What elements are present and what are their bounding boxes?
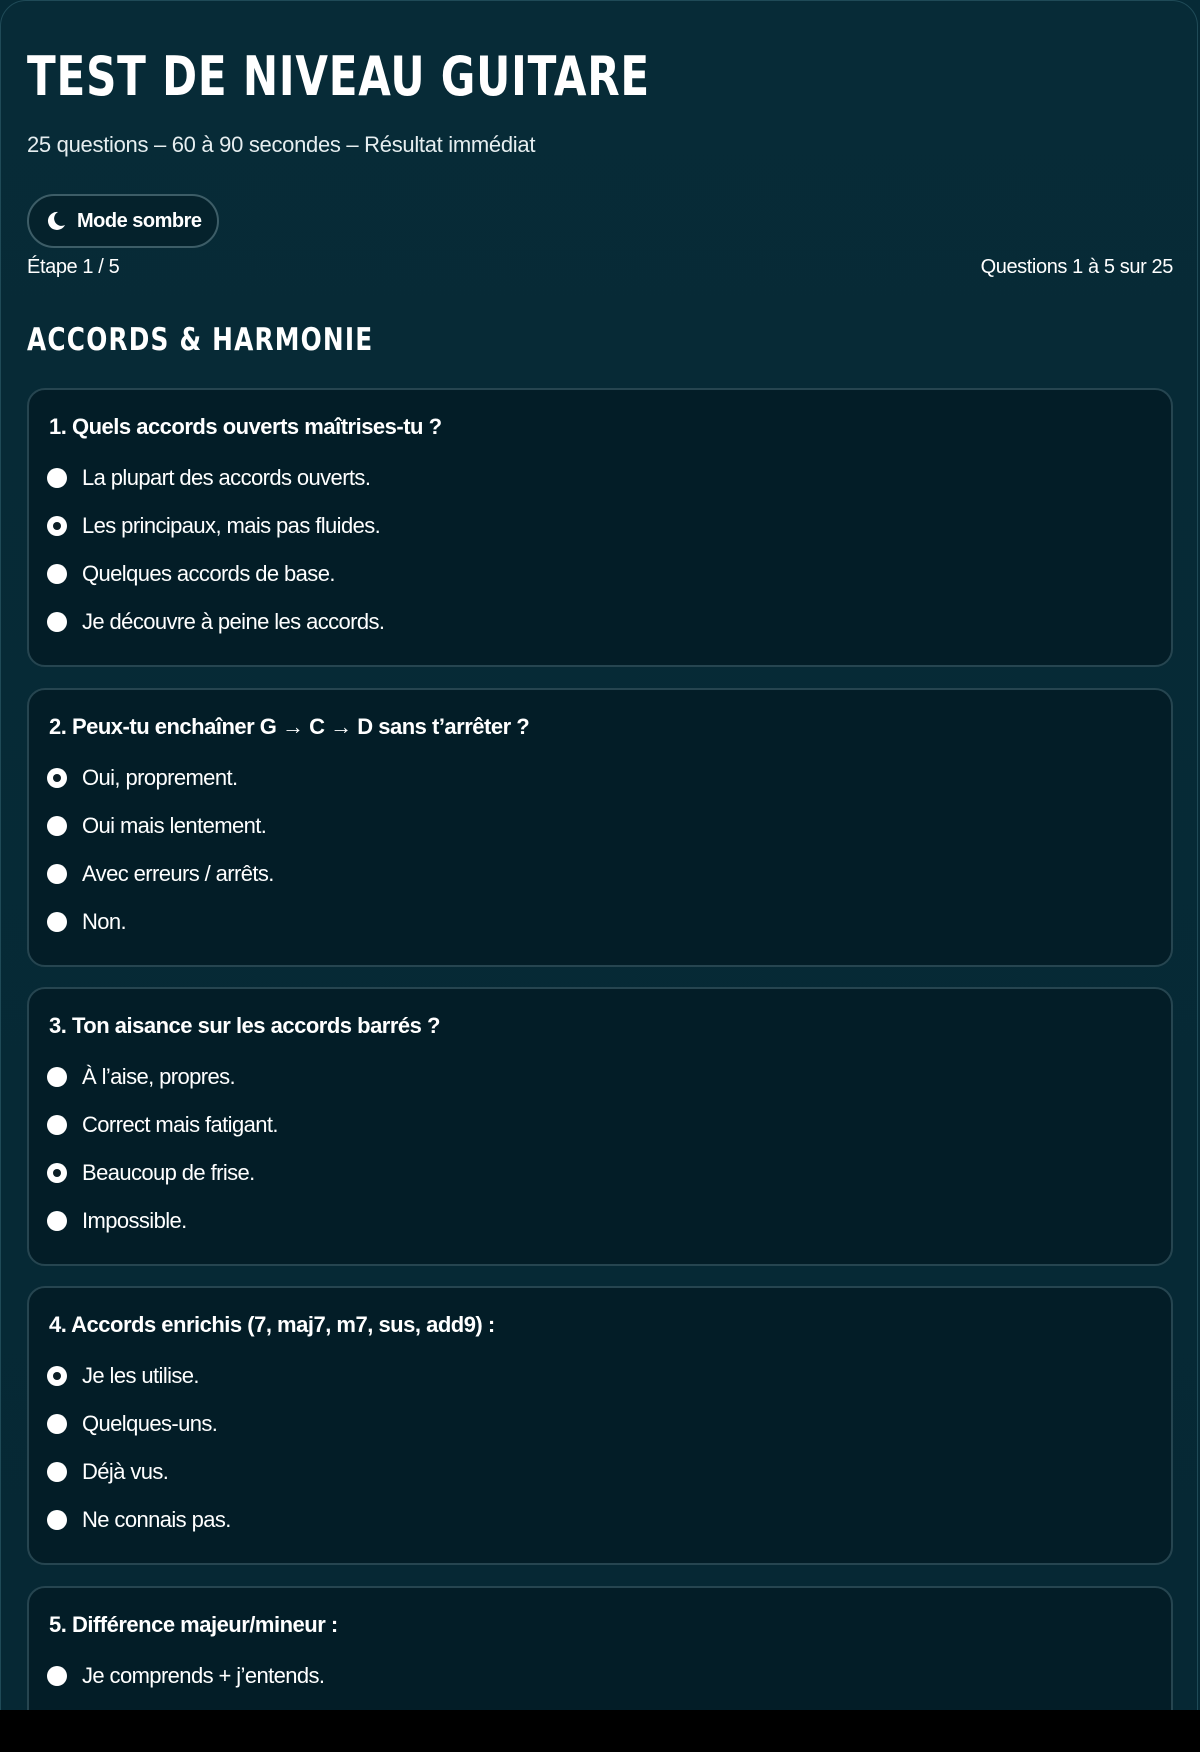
radio-icon[interactable] — [47, 1211, 67, 1231]
radio-icon[interactable] — [47, 468, 67, 488]
radio-checked-icon[interactable] — [47, 768, 67, 788]
radio-icon[interactable] — [47, 1666, 67, 1686]
question-card-3 — [27, 987, 1173, 1266]
option-3-2[interactable] — [47, 1109, 278, 1141]
option-label: Ne connais pas. — [82, 1507, 231, 1532]
option-1-2[interactable] — [47, 510, 380, 542]
option-label: Oui, proprement. — [82, 765, 238, 790]
option-3-4[interactable] — [47, 1205, 187, 1237]
question-range-indicator: Questions 1 à 5 sur 25 — [980, 256, 1173, 278]
section-title: ACCORDS & HARMONIE — [27, 322, 374, 358]
radio-icon[interactable] — [47, 912, 67, 932]
option-label: Je découvre à peine les accords. — [82, 609, 385, 634]
option-4-3[interactable] — [47, 1456, 168, 1488]
option-3-1[interactable] — [47, 1061, 235, 1093]
question-card-5 — [27, 1586, 1173, 1710]
option-label: La plupart des accords ouverts. — [82, 465, 371, 490]
question-title: 1. Quels accords ouverts maîtrises-tu ? — [49, 414, 442, 439]
option-label: Déjà vus. — [82, 1459, 169, 1484]
option-label: Avec erreurs / arrêts. — [82, 861, 274, 886]
option-2-1[interactable] — [47, 762, 237, 794]
moon-icon — [45, 210, 67, 232]
radio-icon[interactable] — [47, 564, 67, 584]
question-title: 3. Ton aisance sur les accords barrés ? — [49, 1013, 440, 1038]
progress-row — [27, 253, 1173, 281]
radio-icon[interactable] — [47, 1462, 67, 1482]
radio-icon[interactable] — [47, 864, 67, 884]
option-4-2[interactable] — [47, 1408, 217, 1440]
option-label: À l’aise, propres. — [82, 1064, 236, 1089]
radio-checked-icon[interactable] — [47, 1366, 67, 1386]
dark-mode-toggle-button[interactable] — [27, 194, 219, 248]
option-label: Non. — [82, 909, 127, 934]
radio-icon[interactable] — [47, 612, 67, 632]
option-4-4[interactable] — [47, 1504, 231, 1536]
step-indicator: Étape 1 / 5 — [27, 256, 120, 278]
option-label: Quelques accords de base. — [82, 561, 335, 586]
option-4-1[interactable] — [47, 1360, 199, 1392]
page-subtitle: 25 questions – 60 à 90 secondes – Résultat immédiat — [27, 132, 536, 157]
radio-icon[interactable] — [47, 1414, 67, 1434]
bottom-black-bar — [0, 1710, 1200, 1752]
page-title: TEST DE NIVEAU GUITARE — [27, 45, 650, 108]
question-title: 5. Différence majeur/mineur : — [49, 1612, 338, 1637]
question-card-1 — [27, 388, 1173, 667]
radio-icon[interactable] — [47, 1067, 67, 1087]
radio-icon[interactable] — [47, 816, 67, 836]
dark-mode-label: Mode sombre — [77, 209, 202, 232]
option-label: Je comprends + j’entends. — [82, 1663, 325, 1688]
option-2-2[interactable] — [47, 810, 266, 842]
option-label: Correct mais fatigant. — [82, 1112, 278, 1137]
option-2-4[interactable] — [47, 906, 126, 938]
question-title: 2. Peux-tu enchaîner G → C → D sans t’arrêter ? — [49, 714, 530, 739]
radio-icon[interactable] — [47, 1510, 67, 1530]
option-label: Oui mais lentement. — [82, 813, 267, 838]
question-card-2 — [27, 688, 1173, 967]
option-1-1[interactable] — [47, 462, 370, 494]
radio-checked-icon[interactable] — [47, 1163, 67, 1183]
option-label: Impossible. — [82, 1208, 187, 1233]
question-card-4 — [27, 1286, 1173, 1565]
option-label: Les principaux, mais pas fluides. — [82, 513, 381, 538]
option-1-3[interactable] — [47, 558, 335, 590]
radio-icon[interactable] — [47, 1115, 67, 1135]
option-label: Beaucoup de frise. — [82, 1160, 255, 1185]
radio-checked-icon[interactable] — [47, 516, 67, 536]
option-5-1[interactable] — [47, 1660, 324, 1692]
option-1-4[interactable] — [47, 606, 384, 638]
question-title: 4. Accords enrichis (7, maj7, m7, sus, add9) : — [49, 1312, 495, 1337]
option-label: Je les utilise. — [82, 1363, 199, 1388]
option-label: Quelques-uns. — [82, 1411, 218, 1436]
option-3-3[interactable] — [47, 1157, 255, 1189]
option-2-3[interactable] — [47, 858, 274, 890]
